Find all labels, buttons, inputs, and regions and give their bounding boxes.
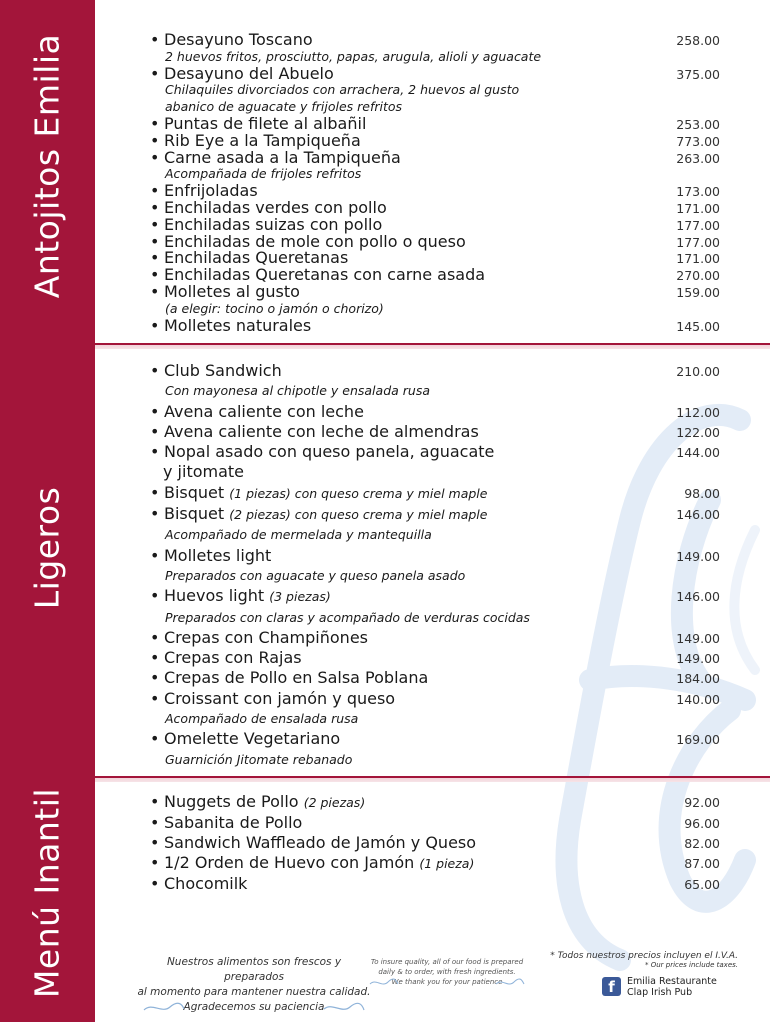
bullet: • [150, 442, 160, 462]
menu-item-description: Guarnición Jitomate rebanado [165, 751, 353, 767]
section-menu-infantil [150, 792, 720, 894]
menu-item-name: 1/2 Orden de Huevo con Jamón [164, 853, 415, 872]
menu-item-name: Desayuno del Abuelo [164, 63, 334, 83]
menu-item-description: Con mayonesa al chipotle y ensalada rusa [165, 383, 430, 399]
footer-line: To insure quality, all of our food is prepared [370, 958, 524, 966]
menu-item-price: 177.00 [676, 234, 720, 250]
footer-freshness-note [136, 955, 372, 1015]
menu-item-label [150, 792, 365, 813]
menu-item [150, 546, 720, 566]
menu-item [150, 648, 720, 668]
menu-item-label [150, 315, 312, 335]
menu-item-price: 146.00 [676, 507, 720, 523]
menu-item-price: 145.00 [676, 318, 720, 334]
menu-item-description: Acompañado de ensalada rusa [165, 711, 359, 727]
bullet: • [150, 130, 160, 150]
menu-item-label [150, 628, 368, 648]
menu-item [150, 792, 720, 813]
menu-item-name: Enchiladas verdes con pollo [164, 197, 387, 217]
menu-item-name: Desayuno Toscano [164, 30, 313, 49]
menu-item-name: Chocomilk [164, 874, 248, 893]
bullet: • [150, 248, 160, 268]
menu-item-name: Crepas con Champiñones [164, 627, 368, 647]
menu-item [150, 147, 720, 167]
menu-item-label [150, 874, 247, 894]
menu-item [150, 853, 720, 874]
facebook-icon[interactable]: f [602, 977, 621, 996]
menu-item-description: Preparados con aguacate y queso panela asado [165, 567, 466, 583]
menu-item-name: Avena caliente con leche [164, 401, 364, 421]
menu-item-price: 173.00 [676, 184, 720, 200]
menu-item-label [150, 586, 331, 607]
menu-item [150, 586, 720, 607]
menu-item [150, 422, 720, 442]
bullet: • [150, 315, 160, 335]
bullet: • [150, 482, 160, 502]
menu-item [150, 281, 720, 301]
menu-item [150, 442, 720, 462]
footer-line: Agradecemos su paciencia [183, 1001, 325, 1013]
menu-item-name: Club Sandwich [164, 361, 282, 380]
bullet: • [150, 401, 160, 421]
menu-item-name: Nopal asado con queso panela, aguacate [164, 442, 495, 462]
bullet: • [150, 421, 160, 441]
menu-item-price: 171.00 [676, 251, 720, 267]
menu-item-description: 2 huevos fritos, prosciutto, papas, arugula, alioli y aguacate [165, 48, 542, 64]
menu-item-name-continued: y jitomate [163, 462, 245, 482]
menu-item-name: Avena caliente con leche de almendras [164, 421, 479, 441]
bullet: • [150, 113, 160, 133]
swirl-ornament [368, 977, 526, 989]
menu-item-name: Molletes naturales [164, 315, 312, 335]
menu-item-name: Bisquet [164, 504, 225, 524]
section-title-antojitos: Antojitos Emilia [27, 33, 67, 299]
footer-line: daily & to order, with fresh ingredients. [378, 968, 516, 976]
menu-item [150, 729, 720, 749]
menu-item-price: 65.00 [684, 877, 720, 892]
footer-line: al momento para mantener nuestra calidad. [137, 986, 371, 998]
menu-item [150, 668, 720, 688]
menu-item-label [150, 546, 271, 566]
menu-item [150, 833, 720, 853]
menu-item [150, 402, 720, 422]
bullet: • [150, 147, 160, 167]
menu-item-description: Chilaquiles divorciados con arrachera, 2 huevos al gusto [165, 82, 520, 98]
menu-item-label [150, 853, 474, 874]
section-ligeros [150, 361, 720, 770]
section-title-menu-infantil: Menú Inantil [27, 787, 67, 999]
bullet: • [150, 792, 160, 811]
menu-item-price: 258.00 [676, 33, 720, 48]
menu-item-name: Rib Eye a la Tampiqueña [164, 130, 361, 150]
menu-item-price: 149.00 [676, 630, 720, 646]
menu-item-price: 112.00 [676, 404, 720, 420]
menu-item-price: 96.00 [684, 816, 720, 831]
menu-item-name: Huevos light [164, 586, 265, 606]
menu-item-name: Molletes light [164, 545, 272, 565]
menu-item-name: Enchiladas de mole con pollo o queso [164, 231, 466, 251]
social-links[interactable] [627, 976, 717, 998]
menu-item-label [150, 504, 487, 525]
menu-item-note: (2 piezas) con queso crema y miel maple [229, 507, 488, 523]
menu-item [150, 689, 720, 709]
menu-item [150, 483, 720, 504]
menu-item [150, 315, 720, 335]
bullet: • [150, 627, 160, 647]
menu-item-price: 184.00 [676, 671, 720, 687]
menu-item-label [150, 668, 428, 688]
menu-item-name: Molletes al gusto [164, 281, 300, 301]
bullet: • [150, 265, 160, 285]
bullet: • [150, 729, 160, 749]
menu-item-price: 87.00 [684, 856, 720, 871]
bullet: • [150, 504, 160, 524]
menu-item-note: (2 piezas) [303, 795, 366, 810]
bullet: • [150, 833, 160, 852]
bullet: • [150, 231, 160, 251]
menu-item-label [150, 361, 282, 381]
menu-item-price: 253.00 [676, 116, 720, 132]
menu-item-price: 263.00 [676, 150, 720, 166]
menu-item-description: abanico de aguacate y frijoles refritos [165, 99, 403, 115]
menu-item-description: Acompañada de frijoles refritos [165, 166, 362, 182]
menu-item-price: 122.00 [676, 424, 720, 440]
menu-item [150, 361, 720, 381]
menu-item-price: 98.00 [684, 485, 720, 501]
menu-item-label [150, 442, 494, 462]
menu-item [150, 504, 720, 525]
bullet: • [150, 214, 160, 234]
sidebar [0, 0, 95, 1022]
menu-item-name: Sandwich Waffleado de Jamón y Queso [164, 833, 477, 852]
menu-item-name: Bisquet [164, 482, 225, 502]
menu-item [150, 874, 720, 894]
menu-item-description: Acompañado de mermelada y mantequilla [165, 527, 432, 543]
menu-item-name: Carne asada a la Tampiqueña [164, 147, 401, 167]
footer-line: We thank you for your patience [391, 978, 503, 986]
menu-item-name: Enchiladas Queretanas [164, 248, 349, 268]
menu-item-price: 375.00 [676, 66, 720, 82]
menu-item-name: Crepas con Rajas [164, 648, 302, 668]
menu-item [150, 813, 720, 833]
menu-item-label [150, 281, 300, 301]
bullet: • [150, 688, 160, 708]
menu-item-label [150, 648, 302, 668]
menu-item-name: Enchiladas suizas con pollo [164, 214, 383, 234]
menu-item-price: 140.00 [676, 691, 720, 707]
bullet: • [150, 545, 160, 565]
menu-item-price: 82.00 [684, 836, 720, 851]
menu-item-price: 159.00 [676, 284, 720, 300]
social-name: Clap Irish Pub [627, 987, 693, 998]
menu-item-label [150, 729, 340, 749]
bullet: • [150, 63, 160, 83]
menu-item-name: Omelette Vegetariano [164, 729, 341, 749]
menu-item-name: Crepas de Pollo en Salsa Poblana [164, 668, 429, 688]
menu-item-name: Nuggets de Pollo [164, 792, 299, 811]
menu-item-price: 92.00 [684, 795, 720, 810]
menu-item-note: (1 piezas) con queso crema y miel maple [229, 485, 488, 501]
footer-taxes [548, 951, 738, 969]
bullet: • [150, 813, 160, 832]
menu-item-label [150, 63, 334, 83]
section-divider [95, 343, 770, 349]
footer-thanks-en [368, 977, 526, 987]
menu-item-label [150, 833, 476, 853]
bullet: • [150, 668, 160, 688]
menu-item-name: Enchiladas Queretanas con carne asada [164, 265, 486, 285]
section-title-ligeros: Ligeros [27, 486, 67, 610]
menu-item-description: (a elegir: tocino o jamón o chorizo) [165, 300, 384, 316]
menu-item-name: Puntas de filete al albañil [164, 113, 367, 133]
footer-thanks [136, 1000, 372, 1015]
section-antojitos [150, 32, 720, 334]
menu-item [150, 32, 720, 49]
bullet: • [150, 586, 160, 606]
bullet: • [150, 197, 160, 217]
menu-item-label [150, 422, 479, 442]
menu-item-price: 144.00 [676, 445, 720, 461]
menu-item-price: 773.00 [676, 133, 720, 149]
footer-quality-note [368, 957, 526, 987]
bullet: • [150, 281, 160, 301]
bullet: • [150, 361, 160, 380]
menu-item-note: (1 pieza) [419, 856, 475, 871]
social-name: Emilia Restaurante [627, 976, 717, 987]
menu-item-name: Sabanita de Pollo [164, 813, 303, 832]
bullet: • [150, 874, 160, 893]
menu-item-label [150, 402, 364, 422]
footer-line: Nuestros alimentos son frescos y preparados [166, 956, 342, 983]
taxes-en: * Our prices include taxes. [644, 961, 738, 969]
bullet: • [150, 30, 160, 49]
menu-item-description: Preparados con claras y acompañado de verduras cocidas [165, 609, 530, 625]
menu-item-price: 149.00 [676, 651, 720, 667]
menu-item-name: Croissant con jamón y queso [164, 688, 396, 708]
menu-item-price: 210.00 [676, 364, 720, 379]
menu-item-name: Enfrijoladas [164, 181, 258, 201]
bullet: • [150, 853, 160, 872]
menu-item-label [150, 813, 302, 833]
menu-item-price: 171.00 [676, 200, 720, 216]
bullet: • [150, 181, 160, 201]
bullet: • [150, 648, 160, 668]
taxes-es: * Todos nuestros precios incluyen el I.V.A. [550, 951, 738, 961]
menu-item-price: 270.00 [676, 268, 720, 284]
menu-item-label [150, 483, 487, 504]
menu-item-price: 169.00 [676, 732, 720, 748]
swirl-ornament [136, 1000, 372, 1016]
menu-item-note: (3 piezas) [269, 589, 331, 605]
menu-item [150, 63, 720, 83]
menu-item-label [150, 689, 395, 709]
menu-item-price: 146.00 [676, 589, 720, 605]
menu-item-price: 177.00 [676, 217, 720, 233]
menu-item-price: 149.00 [676, 548, 720, 564]
menu-item-label [150, 147, 401, 167]
menu-item [150, 628, 720, 648]
menu-item-label [150, 32, 313, 49]
section-divider [95, 776, 770, 782]
